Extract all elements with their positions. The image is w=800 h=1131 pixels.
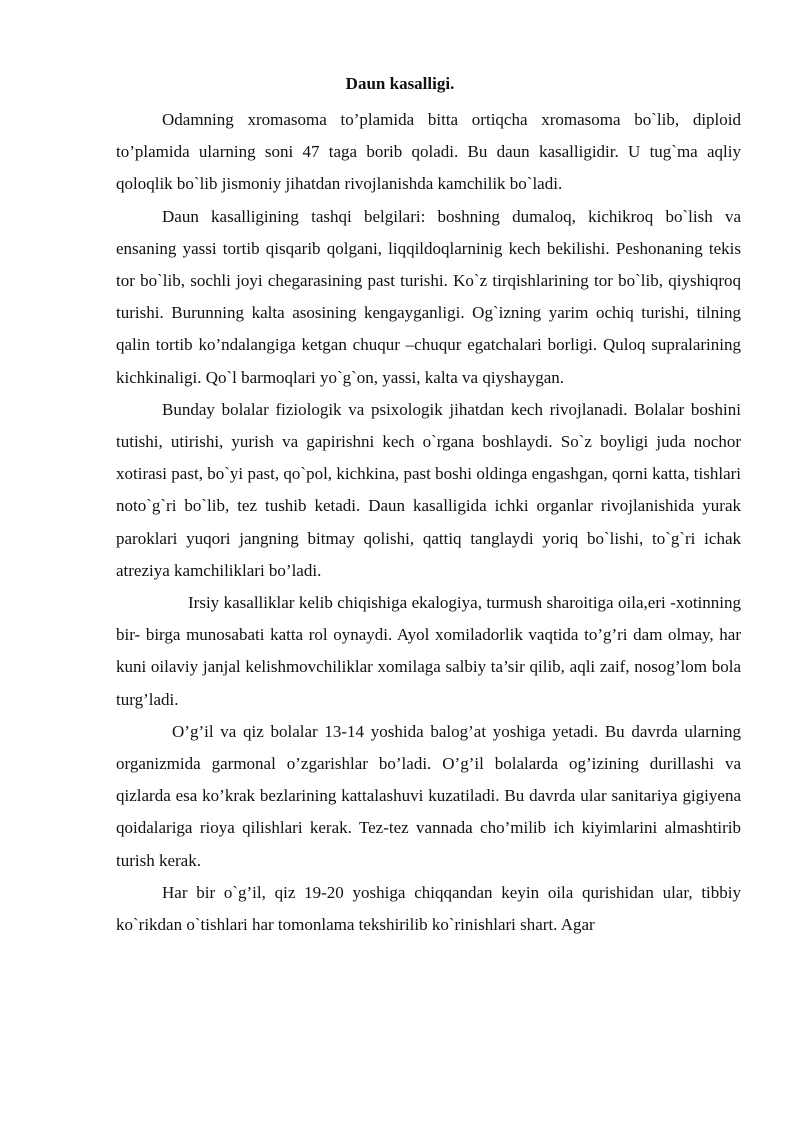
paragraph-hereditary-factors: Irsiy kasalliklar kelib chiqishiga ekalogiya, turmush sharoitiga oila,eri -xotinning bir- birga munosabati katta rol oynaydi. Ayol xomiladorlik vaqtida to’g’ri dam olmay, har kuni oilaviy janjal kelishmovchiliklar xomilaga salbiy ta’sir qilib, aqli zaif, nosog’lom bola turg’ladi. xyxy=(116,593,741,709)
paragraph-external-signs: Daun kasalligining tashqi belgilari: boshning dumaloq, kichikroq bo`lish va ensaning yassi tortib qisqarib qolgani, liqqildoqlarninig kech bekilishi. Peshonaning tekis tor bo`lib, sochli joyi chegarasining past turishi. Ko`z tirqishlarining tor bo`lib, qiyshiqroq turishi. Burunning kalta asosining kengayganligi. Og`izning yarim ochiq turishi, tilning qalin tortib ko’ndalangiga ketgan chuqur –chuqur egatchalari borligi. Quloq supralarining kichkinaligi. Qo`l barmoqlari yo`g`on, yassi, kalta va qiyshaygan. xyxy=(116,206,741,387)
paragraph-puberty: O’g’il va qiz bolalar 13-14 yoshida balog’at yoshiga yetadi. Bu davrda ularning organizmida garmonal o’zgarishlar bo’ladi. O’g’il bolalarda og’izining durillashi va qizlarda esa ko’krak bezlarining kattalashuvi kuzatiladi. Bu davrda ular sanitariya gigiyena qoidalariga rioya qilishlari kerak. Tez-tez vannada cho’milib ich kiyimlarini almashtirib turish kerak. xyxy=(116,721,741,870)
document-body xyxy=(116,104,741,941)
paragraph-marriage-checkup: Har bir o`g’il, qiz 19-20 yoshiga chiqqandan keyin oila qurishidan ular, tibbiy ko`rikdan o`tishlari har tomonlama tekshirilib ko`rinishlari shart. Agar xyxy=(116,882,741,935)
document-title: Daun kasalligi. xyxy=(345,74,455,93)
paragraph-development: Bunday bolalar fiziologik va psixologik jihatdan kech rivojlanadi. Bolalar boshini tutishi, utirishi, yurish va gapirishni kech o`rgana boshlaydi. So`z boyligi juda nochor xotirasi past, bo`yi past, qo`pol, kichkina, past boshi oldinga engashgan, qorni katta, tishlari noto`g`ri bo`lib, tez tushib ketadi. Daun kasalligida ichki organlar rivojlanishida yurak paroklari yuqori jangning bitmay qolishi, qattiq tanglaydi yoriq bo`lishi, to`g`ri ichak atreziya kamchiliklari bo’ladi. xyxy=(116,399,741,580)
paragraph-chromosome-intro: Odamning xromasoma to’plamida bitta ortiqcha xromasoma bo`lib, diploid to’plamida ularning soni 47 taga borib qoladi. Bu daun kasalligidir. U tug`ma aqliy qoloqlik bo`lib jismoniy jihatdan rivojlanishda kamchilik bo`ladi. xyxy=(116,110,741,194)
